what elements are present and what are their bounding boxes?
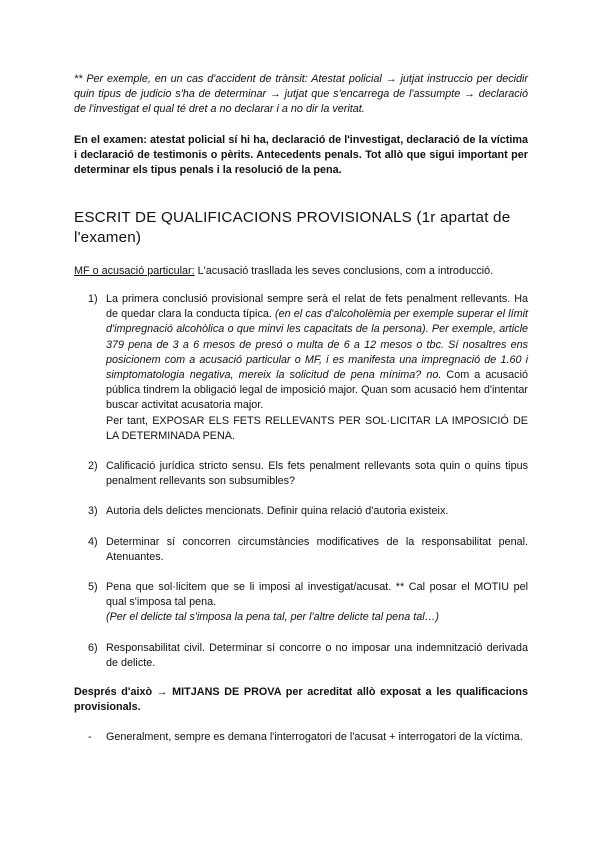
exam-paragraph: En el examen: atestat policial sí hi ha, declaració de l'investigat, declaració de la víctima i declaració de testimonis o pèrits. Antecedents penals. Tot allò que sigui important per determinar els tipus penals i la resolució de la pena. [74, 134, 528, 177]
bullet-dash: - [88, 731, 92, 743]
mf-label: MF o acusació particular: [74, 265, 195, 277]
intro-note: ** Per exemple, en un cas d'accident de trànsit: Atestat policial → jutjat instruccio per decidir quin tipus de judicio s'ha de determinar → jutjat que s'encarrega de l'assumpte → declaració de l'investigat el qual té dret a no declarar i a no dir la veritat. [74, 73, 528, 116]
list-number: 5) [88, 581, 98, 594]
item-1-text-c: Com a acusació pública tindrem la obligació legal de imposició major. Quan som acusació hem d'intentar buscar activitat acusatoria major. [106, 369, 528, 412]
proofs-paragraph: Després d'això → MITJANS DE PROVA per acreditat allò exposat a les qualificacions provisionals. [74, 686, 528, 714]
list-item [74, 459, 528, 489]
list-number: 6) [88, 641, 98, 654]
list-number: 2) [88, 460, 98, 473]
item-1-text-a: La primera conclusió provisional sempre serà el relat de fets penalment rellevants. Ha de quedar clara la conducta típica. [106, 293, 528, 321]
item-6-text: Responsabilitat civil. Determinar sí concorre o no imposar una indemnització derivada de delicte. [106, 641, 528, 669]
list-number: 4) [88, 535, 98, 548]
item-4-text: Determinar sí concorren circumstàncies modificatives de la responsabilitat penal. Atenuantes. [106, 535, 528, 563]
bullet-item [74, 730, 528, 745]
list-item [74, 504, 528, 519]
item-5-text-a: Pena que sol·licitem que se li imposi al investigat/acusat. ** Cal posar el MOTIU pel qual s'imposa tal pena. [106, 581, 528, 609]
list-item [74, 535, 528, 565]
list-number: 3) [88, 505, 98, 518]
section-title: ESCRIT DE QUALIFICACIONS PROVISIONALS (1r apartat de l'examen) [74, 209, 511, 246]
item-2-text: Calificació jurídica stricto sensu. Els fets penalment rellevants sota quin o quins tipus penalment rellevants son subsumibles? [106, 460, 528, 488]
mf-paragraph [74, 264, 528, 279]
conclusions-list [74, 292, 528, 671]
item-1-text-b: (en el cas d'alcoholèmia per exemple superar el límit d'impregnació alcohòlica o que minvi les capacitats de la persona). Per exemple, article 379 pena de 3 a 6 mesos de presó o multa de 6 a 12 mesos o tbc. Sí nosaltres ens posicionem com a acusació particular o MF, i es manifesta una impregnació de 1.60 i simptomatologia negativa, mereix la solicitud de pena mínima? no. [106, 308, 528, 382]
item-1-text-d: Per tant, EXPOSAR ELS FETS RELLEVANTS PER SOL·LICITAR LA IMPOSICIÓ DE LA DETERMINADA PENA. [106, 414, 528, 442]
list-number: 1) [88, 293, 98, 305]
item-5-text-b: (Per el delicte tal s'imposa la pena tal, per l'altre delicte tal pena tal…) [106, 611, 439, 624]
list-item [74, 641, 528, 671]
list-item [74, 292, 528, 444]
bullet-text: Generalment, sempre es demana l'interrogatori de l'acusat + interrogatori de la víctima. [106, 731, 523, 743]
mf-text: L'acusació trasllada les seves conclusions, com a introducció. [194, 265, 494, 277]
list-item [74, 580, 528, 626]
item-3-text: Autoria dels delictes mencionats. Definir quina relació d'autoria existeix. [106, 505, 449, 518]
